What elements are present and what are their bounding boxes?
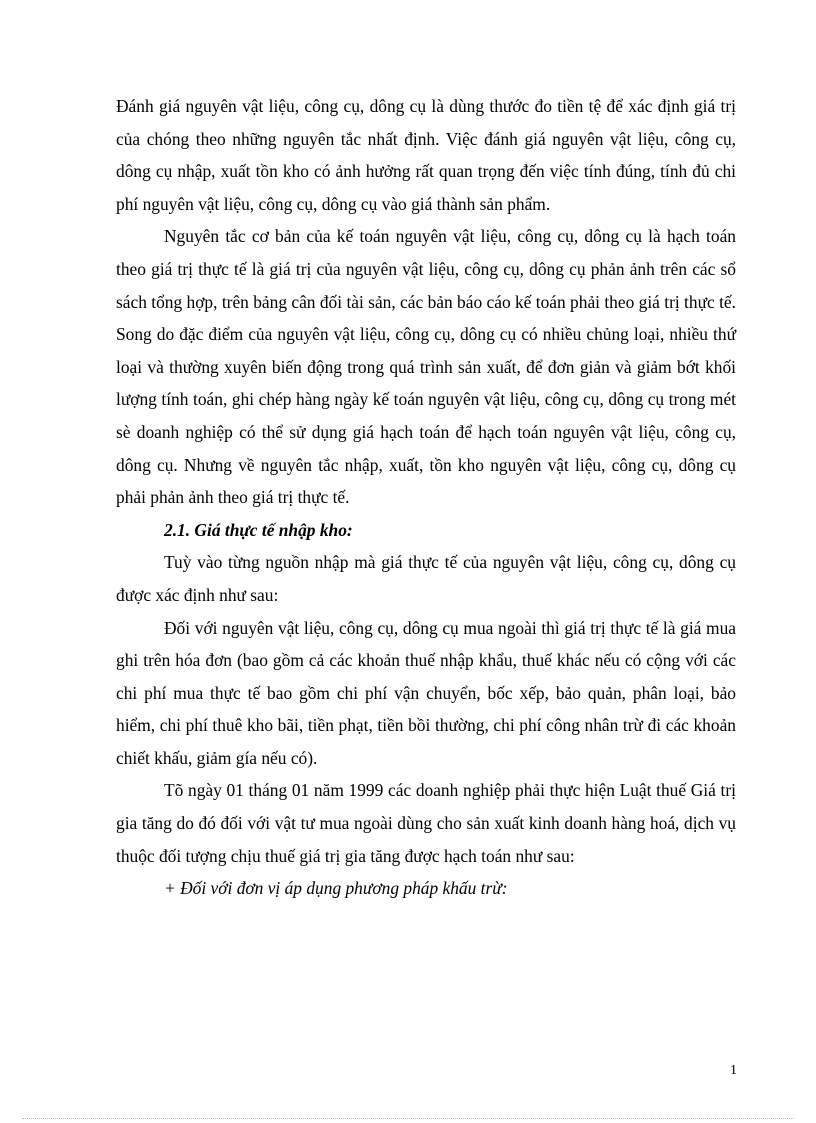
paragraph-import-sources: Tuỳ vào từng nguồn nhập mà giá thực tế của nguyên vật liệu, công cụ, dông cụ được xác định như sau:	[116, 552, 736, 605]
paragraph-accounting-principle: Nguyên tắc cơ bản của kế toán nguyên vật liệu, công cụ, dông cụ là hạch toán theo giá trị thực tế là giá trị của nguyên vật liệu, công cụ, dông cụ phản ảnh trên các sổ sách tổng hợp, trên bảng cân đối tài sản, các bản báo cáo kế toán phải theo giá trị thực tế. Song do đặc điểm của nguyên vật liệu, công cụ, dông cụ có nhiều chủng loại, nhiều thứ loại và thường xuyên biến động trong quá trình sản xuất, để đơn giản và giảm bớt khối lượng tính toán, ghi chép hàng ngày kế toán nguyên vật liệu, công cụ, dông cụ trong mét sè doanh nghiệp có thể sử dụng giá hạch toán để hạch toán nguyên vật liệu, công cụ, dông cụ. Nhưng về nguyên tắc nhập, xuất, tồn kho nguyên vật liệu, công cụ, dông cụ phải phản ảnh theo giá trị thực tế.	[116, 226, 736, 508]
paragraph-purchased-materials: Đối với nguyên vật liệu, công cụ, dông cụ mua ngoài thì giá trị thực tế là giá mua ghi trên hóa đơn (bao gồm cả các khoản thuế nhập khẩu, thuế khác nếu có cộng với các chi phí mua thực tế bao gồm chi phí vận chuyển, bốc xếp, bảo quản, phân loại, bảo hiểm, chi phí thuê kho bãi, tiền phạt, tiền bồi thường, chi phí công nhân trừ đi các khoản chiết khấu, giảm gía nếu có).	[116, 617, 736, 768]
paragraph-vat-law: Tõ ngày 01 tháng 01 năm 1999 các doanh nghiệp phải thực hiện Luật thuế Giá trị gia tăng do đó đối với vật tư mua ngoài dùng cho sản xuất kinh doanh hàng hoá, dịch vụ thuộc đối tượng chịu thuế giá trị gia tăng được hạch toán như sau:	[116, 780, 736, 866]
section-heading: 2.1. Giá thực tế nhập kho:	[164, 519, 353, 540]
paragraph-valuation-intro: Đánh giá nguyên vật liệu, công cụ, dông cụ là dùng thước đo tiền tệ để xác định giá trị của chóng theo những nguyên tắc nhất định. Việc đánh giá nguyên vật liệu, công cụ, dông cụ nhập, xuất tồn kho có ảnh hưởng rất quan trọng đến việc tính đúng, tính đủ chi phí nguyên vật liệu, công cụ, dông cụ vào giá thành sản phẩm.	[116, 96, 736, 214]
deduction-method-line: + Đối với đơn vị áp dụng phương pháp khấu trừ:	[164, 878, 508, 899]
page-bottom-divider	[22, 1118, 794, 1119]
document-body	[116, 90, 736, 905]
page-number: 1	[730, 1063, 737, 1078]
